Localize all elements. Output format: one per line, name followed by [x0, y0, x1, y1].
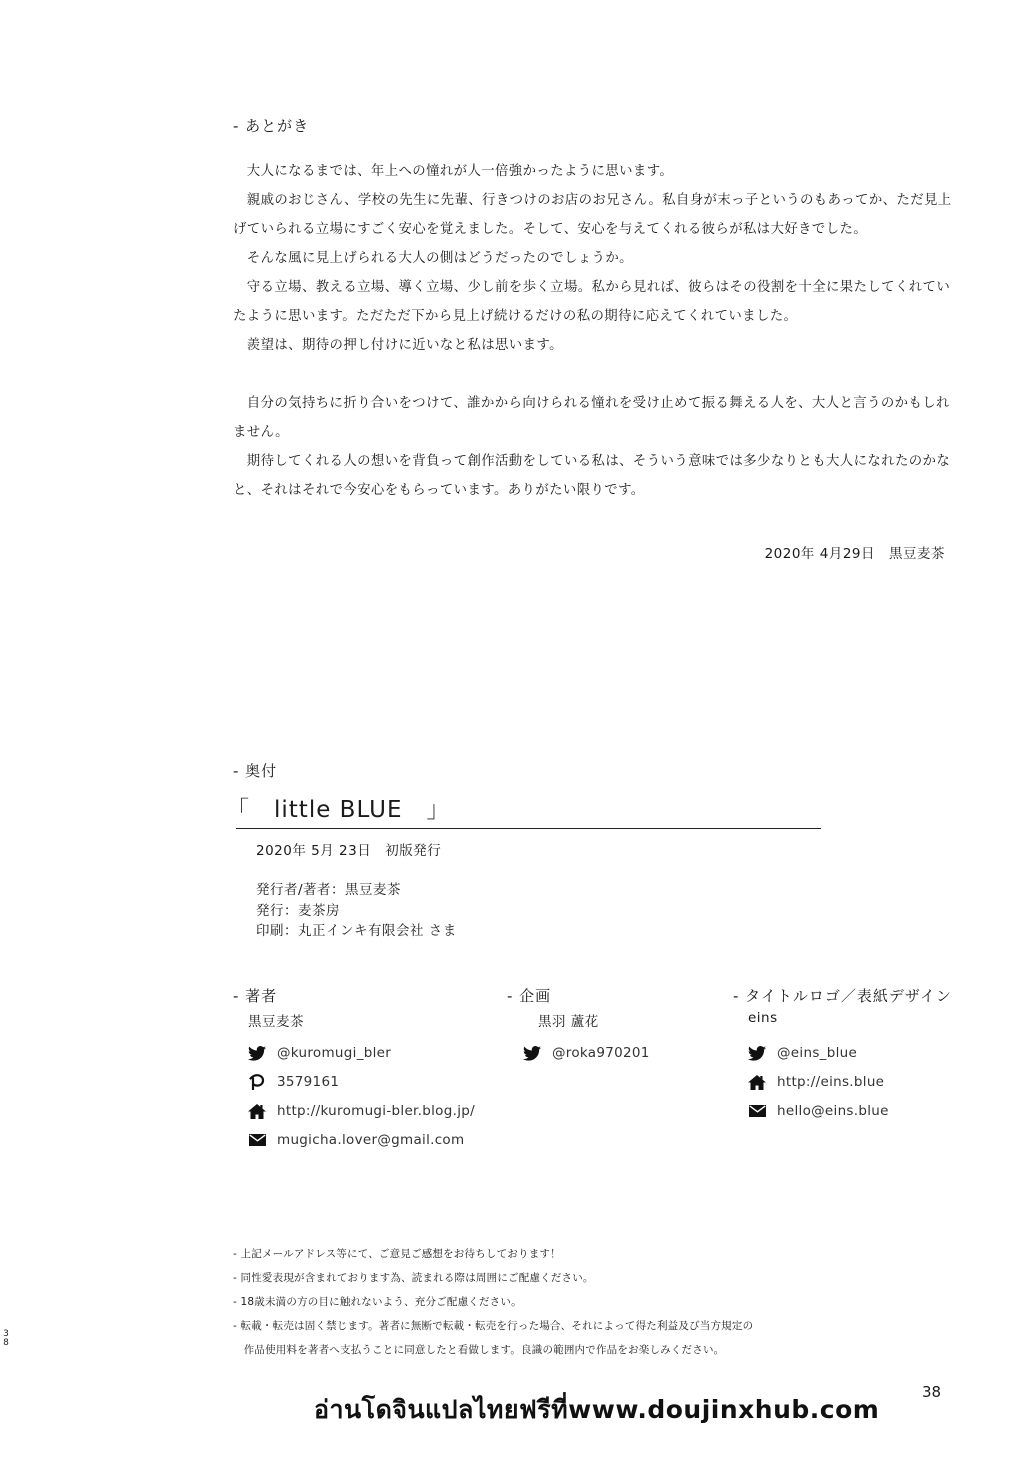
envelope-icon [748, 1103, 766, 1119]
publisher-author: 発行者/著者：黒豆麦茶 [256, 882, 402, 898]
notice-item: - 同性愛表現が含まれております為、読まれる際は周囲にご配慮ください。 [233, 1272, 594, 1284]
afterword-paragraph: 親戚のおじさん、学校の先生に先輩、行きつけのお店のお兄さん。私自身が末っ子というのもあってか、ただ見上げていられる立場にすごく安心を覚えました。そして、安心を与えてくれる彼らが私は大好きでした。 [233, 193, 952, 237]
watermark-text: อ่านโดจินแปลไทยฟรีที่www.doujinxhub.com [314, 1395, 880, 1424]
design-website[interactable] [748, 1074, 884, 1090]
envelope-icon [248, 1132, 266, 1148]
afterword-paragraph: 羨望は、期待の押し付けに近いなと私は思います。 [233, 338, 563, 353]
planning-name: 黒羽 蘆花 [538, 1014, 599, 1030]
planning-twitter[interactable] [523, 1045, 650, 1061]
design-heading: - タイトルロゴ／表紙デザイン [733, 987, 952, 1005]
author-url: http://kuromugi-bler.blog.jp/ [277, 1103, 475, 1119]
author-heading: - 著者 [233, 987, 278, 1005]
side-page-number [1, 1330, 11, 1348]
side-page-number-bottom: 8 [3, 1338, 9, 1348]
side-page-number-top: 3 [3, 1329, 9, 1339]
afterword-paragraph: そんな風に見上げられる大人の側はどうだったのでしょうか。 [233, 251, 633, 266]
afterword-heading: - あとがき [233, 117, 310, 135]
design-twitter-handle: @eins_blue [777, 1045, 858, 1061]
home-icon [248, 1103, 266, 1119]
afterword-paragraph: 守る立場、教える立場、導く立場、少し前を歩く立場。私から見れば、彼らはその役割を十全に果たしてくれていたように思います。ただただ下から見上げ続けるだけの私の期待に応えてくれていました。 [233, 280, 951, 324]
notice-item: - 転載・転売は固く禁じます。著者に無断で転載・転売を行った場合、それによって得た利益及び当方規定の [233, 1320, 754, 1332]
colophon-heading: - 奥付 [233, 762, 278, 780]
home-icon [748, 1074, 766, 1090]
author-name: 黒豆麦茶 [248, 1014, 304, 1030]
author-website[interactable] [248, 1103, 475, 1119]
design-email-address: hello@eins.blue [777, 1103, 889, 1119]
afterword-paragraph: 自分の気持ちに折り合いをつけて、誰かから向けられる憧れを受け止めて振る舞える人を、大人と言うのかもしれません。 [233, 396, 950, 440]
afterword-paragraph: 大人になるまでは、年上への憧れが人一倍強かったように思います。 [233, 164, 674, 179]
notice-item: - 上記メールアドレス等にて、ご意見ご感想をお待ちしております！ [233, 1248, 561, 1260]
author-twitter[interactable] [248, 1045, 391, 1061]
afterword-paragraph: 期待してくれる人の想いを背負って創作活動をしている私は、そういう意味では多少なりとも大人になれたのかなと、それはそれで今安心をもらっています。ありがたい限りです。 [233, 454, 951, 498]
author-twitter-handle: @kuromugi_bler [277, 1045, 392, 1061]
book-title: 「 little BLUE 」 [226, 797, 451, 823]
author-pixiv[interactable] [248, 1074, 339, 1090]
afterword-paragraph-blank [233, 360, 953, 389]
printer: 印刷：丸正インキ有限会社 さま [256, 923, 457, 939]
design-email[interactable] [748, 1103, 889, 1119]
notice-list [233, 1242, 753, 1362]
twitter-bird-icon [523, 1045, 541, 1061]
title-underline [236, 828, 821, 829]
author-email[interactable] [248, 1132, 464, 1148]
twitter-bird-icon [748, 1045, 766, 1061]
planning-heading: - 企画 [507, 987, 552, 1005]
design-name: eins [748, 1010, 778, 1026]
author-email-address: mugicha.lover@gmail.com [277, 1132, 465, 1148]
afterword-body [233, 157, 953, 505]
pixiv-p-icon [248, 1074, 266, 1090]
publisher: 発行：麦茶房 [256, 903, 340, 919]
publication-date: 2020年 5月 23日 初版発行 [256, 843, 442, 859]
design-url: http://eins.blue [777, 1074, 885, 1090]
notice-item: - 18歳未満の方の目に触れないよう、充分ご配慮ください。 [233, 1296, 522, 1308]
page-number: 38 [922, 1383, 942, 1401]
afterword-signature: 2020年 4月29日 黒豆麦茶 [764, 546, 945, 562]
twitter-bird-icon [248, 1045, 266, 1061]
author-pixiv-id: 3579161 [277, 1074, 340, 1090]
notice-item: 作品使用料を著者へ支払うことに同意したと看做します。良識の範囲内で作品をお楽しみください。 [233, 1344, 725, 1356]
design-twitter[interactable] [748, 1045, 857, 1061]
planning-twitter-handle: @roka970201 [552, 1045, 650, 1061]
